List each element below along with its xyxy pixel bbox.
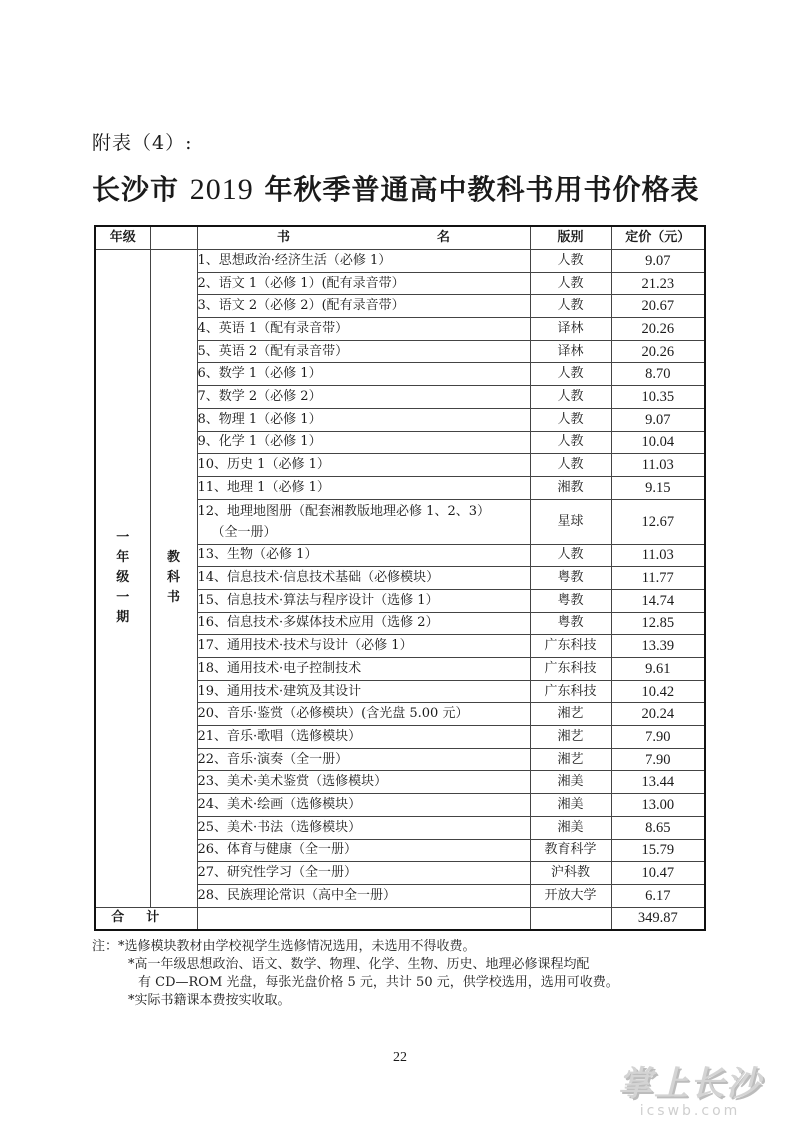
header-book-name <box>197 226 530 250</box>
table-header-row <box>95 226 705 250</box>
header-category <box>150 226 197 250</box>
price: 12.67 <box>611 499 705 544</box>
price: 11.03 <box>611 544 705 567</box>
category-char: 科 <box>166 570 180 586</box>
book-name-line2: （全一册） <box>211 524 277 540</box>
book-name: 16、信息技术·多媒体技术应用（选修 2） <box>197 612 530 635</box>
book-name: 25、美术·书法（选修模块） <box>197 816 530 839</box>
book-name: 8、物理 1（必修 1） <box>197 408 530 431</box>
price: 13.44 <box>611 771 705 794</box>
watermark-url: icswb.com <box>639 1103 741 1119</box>
price: 13.39 <box>611 635 705 658</box>
book-name: 5、英语 2（配有录音带） <box>197 340 530 363</box>
price: 6.17 <box>611 884 705 907</box>
header-price: 定价（元） <box>611 226 705 250</box>
publisher: 人教 <box>530 454 611 477</box>
publisher: 人教 <box>530 363 611 386</box>
note-line: *实际书籍课本费按实收取。 <box>128 993 291 1008</box>
textbook-price-table <box>94 225 706 931</box>
book-name <box>197 499 530 544</box>
publisher: 开放大学 <box>530 884 611 907</box>
book-name: 10、历史 1（必修 1） <box>197 454 530 477</box>
price: 15.79 <box>611 839 705 862</box>
book-name: 17、通用技术·技术与设计（必修 1） <box>197 635 530 658</box>
publisher: 广东科技 <box>530 658 611 681</box>
note-line <box>92 938 619 956</box>
book-name: 26、体育与健康（全一册） <box>197 839 530 862</box>
title-year: 2019 <box>189 173 254 206</box>
book-name: 4、英语 1（配有录音带） <box>197 318 530 341</box>
total-name-empty <box>197 907 530 930</box>
header-publisher: 版别 <box>530 226 611 250</box>
footnotes <box>92 938 619 1010</box>
grade-char: 一 <box>116 530 130 546</box>
book-name: 21、音乐·歌唱（选修模块） <box>197 726 530 749</box>
note-line: 有 CD—ROM 光盘，每张光盘价格 5 元，共计 50 元，供学校选用，选用可收费。 <box>138 975 619 990</box>
price: 9.07 <box>611 250 705 273</box>
publisher: 湘美 <box>530 816 611 839</box>
book-name: 13、生物（必修 1） <box>197 544 530 567</box>
price: 21.23 <box>611 272 705 295</box>
total-label: 合计 <box>95 907 197 930</box>
price: 9.61 <box>611 658 705 681</box>
price: 7.90 <box>611 748 705 771</box>
table-row <box>95 250 705 273</box>
book-name: 7、数学 2（必修 2） <box>197 386 530 409</box>
note-text: *选修模块教材由学校视学生选修情况选用，未选用不得收费。 <box>118 939 476 954</box>
price: 13.00 <box>611 794 705 817</box>
price: 11.03 <box>611 454 705 477</box>
price: 10.47 <box>611 862 705 885</box>
price: 10.35 <box>611 386 705 409</box>
page-title <box>92 168 712 208</box>
publisher: 译林 <box>530 318 611 341</box>
book-name: 28、民族理论常识（高中全一册） <box>197 884 530 907</box>
publisher: 粤教 <box>530 589 611 612</box>
publisher: 星球 <box>530 499 611 544</box>
grade-char: 一 <box>116 590 130 606</box>
book-name: 22、音乐·演奏（全一册） <box>197 748 530 771</box>
grade-char: 期 <box>116 610 130 626</box>
price: 8.70 <box>611 363 705 386</box>
watermark-text: 掌上长沙 <box>618 1064 762 1104</box>
notes-prefix: 注： <box>92 939 119 954</box>
note-line: *高一年级思想政治、语文、数学、物理、化学、生物、历史、地理必修课程均配 <box>128 957 590 972</box>
price: 12.85 <box>611 612 705 635</box>
price: 20.26 <box>611 318 705 341</box>
header-book-name-left: 书 <box>276 230 290 245</box>
publisher: 人教 <box>530 272 611 295</box>
publisher: 人教 <box>530 250 611 273</box>
publisher: 人教 <box>530 386 611 409</box>
book-name-line1: 12、地理地图册（配套湘教版地理必修 1、2、3） <box>197 503 490 519</box>
publisher: 湘艺 <box>530 726 611 749</box>
grade-char: 级 <box>116 570 130 586</box>
price: 11.77 <box>611 567 705 590</box>
publisher: 人教 <box>530 295 611 318</box>
publisher: 湘艺 <box>530 748 611 771</box>
publisher: 译林 <box>530 340 611 363</box>
publisher: 粤教 <box>530 612 611 635</box>
price: 20.24 <box>611 703 705 726</box>
page-number: 22 <box>393 1050 407 1065</box>
book-name: 18、通用技术·电子控制技术 <box>197 658 530 681</box>
price: 20.26 <box>611 340 705 363</box>
publisher: 人教 <box>530 408 611 431</box>
publisher: 广东科技 <box>530 635 611 658</box>
publisher: 广东科技 <box>530 680 611 703</box>
total-row <box>95 907 705 930</box>
watermark-logo <box>595 1065 785 1119</box>
grade-char: 年 <box>116 550 130 566</box>
book-name: 15、信息技术·算法与程序设计（选修 1） <box>197 589 530 612</box>
header-book-name-right: 名 <box>436 230 450 245</box>
price: 10.42 <box>611 680 705 703</box>
price: 20.67 <box>611 295 705 318</box>
price: 7.90 <box>611 726 705 749</box>
category-cell <box>150 250 197 908</box>
publisher: 湘美 <box>530 794 611 817</box>
price: 14.74 <box>611 589 705 612</box>
price: 9.07 <box>611 408 705 431</box>
price: 8.65 <box>611 816 705 839</box>
book-name: 3、语文 2（必修 2）(配有录音带） <box>197 295 530 318</box>
book-name: 14、信息技术·信息技术基础（必修模块） <box>197 567 530 590</box>
publisher: 湘艺 <box>530 703 611 726</box>
publisher: 湘教 <box>530 476 611 499</box>
header-grade: 年级 <box>95 226 150 250</box>
book-name: 20、音乐·鉴赏（必修模块）(含光盘 5.00 元） <box>197 703 530 726</box>
title-prefix: 长沙市 <box>92 173 190 206</box>
publisher: 人教 <box>530 431 611 454</box>
book-name: 23、美术·美术鉴赏（选修模块） <box>197 771 530 794</box>
book-name: 1、思想政治·经济生活（必修 1） <box>197 250 530 273</box>
publisher: 教育科学 <box>530 839 611 862</box>
book-name: 9、化学 1（必修 1） <box>197 431 530 454</box>
price: 9.15 <box>611 476 705 499</box>
title-suffix: 年秋季普通高中教科书用书价格表 <box>253 173 700 206</box>
book-name: 6、数学 1（必修 1） <box>197 363 530 386</box>
book-name: 27、研究性学习（全一册） <box>197 862 530 885</box>
category-char: 教 <box>166 550 180 566</box>
publisher: 沪科教 <box>530 862 611 885</box>
publisher: 湘美 <box>530 771 611 794</box>
publisher: 人教 <box>530 544 611 567</box>
total-price: 349.87 <box>611 907 705 930</box>
book-name: 24、美术·绘画（选修模块） <box>197 794 530 817</box>
total-publisher-empty <box>530 907 611 930</box>
book-name: 19、通用技术·建筑及其设计 <box>197 680 530 703</box>
price: 10.04 <box>611 431 705 454</box>
category-char: 书 <box>166 590 180 606</box>
appendix-label: 附表（4）: <box>92 132 193 154</box>
publisher: 粤教 <box>530 567 611 590</box>
grade-cell <box>95 250 150 908</box>
book-name: 2、语文 1（必修 1）(配有录音带） <box>197 272 530 295</box>
book-name: 11、地理 1（必修 1） <box>197 476 530 499</box>
